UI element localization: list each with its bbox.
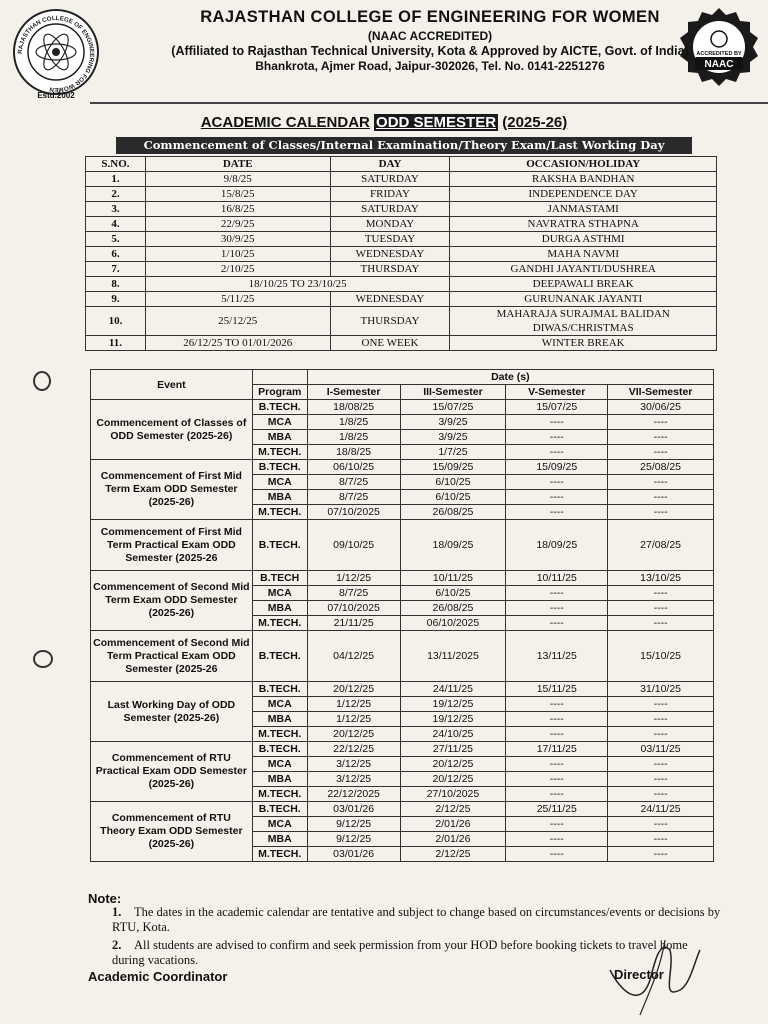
holiday-table (85, 156, 717, 351)
holiday-day: THURSDAY (330, 262, 450, 277)
college-logo (10, 8, 102, 100)
date-cell-s1: 3/12/25 (307, 757, 400, 772)
holiday-date: 30/9/25 (145, 232, 330, 247)
program-cell: B.TECH (252, 571, 307, 586)
date-cell-s7: ---- (608, 601, 714, 616)
event-cell: Commencement of Second Mid Term Practical Exam ODD Semester (2025-26 (91, 631, 253, 682)
exam-row (91, 802, 714, 817)
date-cell-s1: 03/01/26 (307, 847, 400, 862)
date-cell-s1: 20/12/25 (307, 682, 400, 697)
exam-row (91, 631, 714, 682)
event-cell: Commencement of Second Mid Term Exam ODD Semester (2025-26) (91, 571, 253, 631)
holiday-date: 5/11/25 (145, 292, 330, 307)
holiday-row (86, 172, 717, 187)
logo-ring-text: RAJASTHAN COLLEGE OF ENGINEERING FOR WOMEN (16, 14, 96, 94)
col-header-sem3: III-Semester (400, 385, 506, 400)
date-cell-s5: ---- (506, 601, 608, 616)
date-cell-s1: 22/12/2025 (307, 787, 400, 802)
event-cell: Commencement of First Mid Term Practical Exam ODD Semester (2025-26 (91, 520, 253, 571)
date-cell-s1: 1/8/25 (307, 430, 400, 445)
col-header-occasion: OCCASION/HOLIDAY (450, 157, 717, 172)
date-cell-s5: ---- (506, 712, 608, 727)
program-cell: B.TECH. (252, 631, 307, 682)
holiday-day: ONE WEEK (330, 336, 450, 351)
date-cell-s1: 8/7/25 (307, 475, 400, 490)
note-text: All students are advised to confirm and seek permission from your HOD before booking tickets to travel home during vacations. (112, 938, 688, 967)
program-cell: MBA (252, 490, 307, 505)
holiday-day: WEDNESDAY (330, 247, 450, 262)
holiday-sno: 11. (86, 336, 146, 351)
date-cell-s1: 1/12/25 (307, 697, 400, 712)
exam-row (91, 520, 714, 571)
date-cell-s7: 15/10/25 (608, 631, 714, 682)
program-cell: MBA (252, 772, 307, 787)
program-cell: B.TECH. (252, 802, 307, 817)
holiday-sno: 2. (86, 187, 146, 202)
holiday-occasion: DURGA ASTHMI (450, 232, 717, 247)
punch-hole (33, 371, 51, 391)
date-cell-s7: ---- (608, 586, 714, 601)
date-cell-s7: ---- (608, 817, 714, 832)
date-cell-s7: 27/08/25 (608, 520, 714, 571)
date-cell-s1: 20/12/25 (307, 727, 400, 742)
date-cell-s3: 2/12/25 (400, 802, 506, 817)
date-cell-s5: 15/07/25 (506, 400, 608, 415)
date-cell-s3: 1/7/25 (400, 445, 506, 460)
title-part-1: ACADEMIC CALENDAR (200, 114, 370, 131)
header-divider (90, 102, 768, 104)
date-cell-s7: ---- (608, 490, 714, 505)
event-cell: Commencement of RTU Theory Exam ODD Semester (2025-26) (91, 802, 253, 862)
program-cell: B.TECH. (252, 520, 307, 571)
holiday-day: THURSDAY (330, 307, 450, 336)
date-cell-s5: ---- (506, 757, 608, 772)
program-cell: MBA (252, 712, 307, 727)
program-cell: M.TECH. (252, 847, 307, 862)
date-cell-s7: ---- (608, 430, 714, 445)
date-cell-s1: 09/10/25 (307, 520, 400, 571)
date-cell-s3: 27/11/25 (400, 742, 506, 757)
date-cell-s3: 10/11/25 (400, 571, 506, 586)
date-cell-s3: 15/09/25 (400, 460, 506, 475)
date-cell-s7: ---- (608, 832, 714, 847)
holiday-row (86, 232, 717, 247)
date-cell-s1: 1/12/25 (307, 712, 400, 727)
holiday-occasion: MAHARAJA SURAJMAL BALIDAN DIWAS/CHRISTMAS (450, 307, 717, 336)
date-cell-s5: 25/11/25 (506, 802, 608, 817)
holiday-occasion: NAVRATRA STHAPNA (450, 217, 717, 232)
date-cell-s5: ---- (506, 847, 608, 862)
date-cell-s3: 3/9/25 (400, 430, 506, 445)
date-cell-s7: ---- (608, 616, 714, 631)
holiday-occasion: WINTER BREAK (450, 336, 717, 351)
affiliation-text: (Affiliated to Rajasthan Technical University, Kota & Approved by AICTE, Govt. of India) (171, 44, 689, 58)
col-header-date: DATE (145, 157, 330, 172)
program-cell: MCA (252, 757, 307, 772)
holiday-day: WEDNESDAY (330, 292, 450, 307)
holiday-sno: 3. (86, 202, 146, 217)
title-part-2: ODD SEMESTER (376, 114, 497, 131)
program-cell: MBA (252, 601, 307, 616)
holiday-date: 26/12/25 TO 01/01/2026 (145, 336, 330, 351)
holiday-date: 18/10/25 TO 23/10/25 (145, 277, 449, 292)
date-cell-s7: ---- (608, 772, 714, 787)
col-header-day: DAY (330, 157, 450, 172)
holiday-occasion: GURUNANAK JAYANTI (450, 292, 717, 307)
holiday-sno: 5. (86, 232, 146, 247)
holiday-occasion: RAKSHA BANDHAN (450, 172, 717, 187)
col-header-sno: S.NO. (86, 157, 146, 172)
date-cell-s1: 07/10/2025 (307, 601, 400, 616)
date-cell-s3: 26/08/25 (400, 505, 506, 520)
holiday-date: 25/12/25 (145, 307, 330, 336)
date-cell-s5: 13/11/25 (506, 631, 608, 682)
date-cell-s7: 25/08/25 (608, 460, 714, 475)
date-cell-s5: 18/09/25 (506, 520, 608, 571)
date-cell-s1: 1/12/25 (307, 571, 400, 586)
holiday-date: 1/10/25 (145, 247, 330, 262)
date-cell-s5: 17/11/25 (506, 742, 608, 757)
calendar-title (0, 114, 768, 131)
date-cell-s5: ---- (506, 727, 608, 742)
exam-row (91, 682, 714, 697)
program-cell: MCA (252, 586, 307, 601)
date-cell-s1: 21/11/25 (307, 616, 400, 631)
date-cell-s7: ---- (608, 712, 714, 727)
date-cell-s5: 10/11/25 (506, 571, 608, 586)
date-cell-s3: 13/11/2025 (400, 631, 506, 682)
date-cell-s3: 15/07/25 (400, 400, 506, 415)
date-cell-s1: 07/10/2025 (307, 505, 400, 520)
date-cell-s3: 6/10/25 (400, 475, 506, 490)
college-name: RAJASTHAN COLLEGE OF ENGINEERING FOR WOMEN (200, 8, 660, 26)
date-cell-s7: ---- (608, 697, 714, 712)
note-text: The dates in the academic calendar are tentative and subject to change based on circumstances/events or decisions by RTU, Kota. (112, 905, 721, 934)
note-number: 1. (112, 905, 122, 919)
holiday-day: MONDAY (330, 217, 450, 232)
holiday-occasion: INDEPENDENCE DAY (450, 187, 717, 202)
holiday-date: 9/8/25 (145, 172, 330, 187)
date-cell-s3: 26/08/25 (400, 601, 506, 616)
program-cell: B.TECH. (252, 460, 307, 475)
holiday-header-row (86, 157, 717, 172)
date-cell-s7: ---- (608, 727, 714, 742)
event-cell: Commencement of RTU Practical Exam ODD Semester (2025-26) (91, 742, 253, 802)
director-signature-scribble (600, 930, 710, 1020)
date-cell-s5: ---- (506, 475, 608, 490)
exam-row (91, 742, 714, 757)
date-cell-s3: 2/01/26 (400, 817, 506, 832)
date-cell-s3: 2/01/26 (400, 832, 506, 847)
date-cell-s5: ---- (506, 505, 608, 520)
program-cell: MCA (252, 817, 307, 832)
calendar-subtitle: Commencement of Classes/Internal Examination/Theory Exam/Last Working Day (116, 137, 692, 154)
date-cell-s7: 30/06/25 (608, 400, 714, 415)
holiday-row (86, 307, 717, 336)
holiday-occasion: GANDHI JAYANTI/DUSHREA (450, 262, 717, 277)
holiday-occasion: JANMASTAMI (450, 202, 717, 217)
date-cell-s5: ---- (506, 817, 608, 832)
date-cell-s7: ---- (608, 415, 714, 430)
holiday-row (86, 292, 717, 307)
col-header-program: Program (252, 385, 307, 400)
holiday-sno: 10. (86, 307, 146, 336)
estd-label: Estd.2002 (37, 91, 75, 100)
exam-header-row-1 (91, 370, 714, 385)
note-number: 2. (112, 938, 122, 952)
date-cell-s1: 9/12/25 (307, 832, 400, 847)
program-cell: B.TECH. (252, 400, 307, 415)
date-cell-s7: ---- (608, 475, 714, 490)
holiday-row (86, 262, 717, 277)
holiday-row (86, 277, 717, 292)
date-cell-s7: ---- (608, 505, 714, 520)
exam-row (91, 400, 714, 415)
holiday-sno: 9. (86, 292, 146, 307)
date-cell-s3: 24/10/25 (400, 727, 506, 742)
date-cell-s1: 18/08/25 (307, 400, 400, 415)
program-cell: MBA (252, 430, 307, 445)
date-cell-s1: 03/01/26 (307, 802, 400, 817)
date-cell-s3: 19/12/25 (400, 697, 506, 712)
holiday-sno: 8. (86, 277, 146, 292)
title-part-3: (2025-26) (502, 114, 568, 131)
date-cell-s1: 06/10/25 (307, 460, 400, 475)
date-cell-s5: ---- (506, 787, 608, 802)
date-cell-s5: 15/09/25 (506, 460, 608, 475)
date-cell-s3: 20/12/25 (400, 757, 506, 772)
date-cell-s1: 1/8/25 (307, 415, 400, 430)
holiday-date: 15/8/25 (145, 187, 330, 202)
date-cell-s7: 03/11/25 (608, 742, 714, 757)
program-cell: MCA (252, 415, 307, 430)
date-cell-s3: 3/9/25 (400, 415, 506, 430)
date-cell-s5: ---- (506, 772, 608, 787)
date-cell-s3: 06/10/2025 (400, 616, 506, 631)
date-cell-s7: 13/10/25 (608, 571, 714, 586)
date-cell-s1: 22/12/25 (307, 742, 400, 757)
date-cell-s5: ---- (506, 430, 608, 445)
date-cell-s1: 8/7/25 (307, 586, 400, 601)
program-cell: M.TECH. (252, 505, 307, 520)
event-cell: Commencement of Classes of ODD Semester (2025-26) (91, 400, 253, 460)
holiday-row (86, 247, 717, 262)
holiday-row (86, 187, 717, 202)
holiday-occasion: MAHA NAVMI (450, 247, 717, 262)
holiday-sno: 1. (86, 172, 146, 187)
col-header-event: Event (91, 370, 253, 400)
date-cell-s1: 3/12/25 (307, 772, 400, 787)
holiday-sno: 4. (86, 217, 146, 232)
date-cell-s1: 18/8/25 (307, 445, 400, 460)
date-cell-s3: 20/12/25 (400, 772, 506, 787)
date-cell-s5: 15/11/25 (506, 682, 608, 697)
date-cell-s5: ---- (506, 832, 608, 847)
holiday-occasion: DEEPAWALI BREAK (450, 277, 717, 292)
date-cell-s3: 6/10/25 (400, 490, 506, 505)
program-cell: M.TECH. (252, 616, 307, 631)
holiday-row (86, 202, 717, 217)
program-cell: MCA (252, 697, 307, 712)
date-cell-s1: 04/12/25 (307, 631, 400, 682)
director-signature: Director (614, 967, 664, 982)
program-cell: M.TECH. (252, 787, 307, 802)
accreditation-text: (NAAC ACCREDITED) (367, 29, 493, 43)
event-cell: Last Working Day of ODD Semester (2025-26) (91, 682, 253, 742)
holiday-sno: 7. (86, 262, 146, 277)
date-cell-s3: 18/09/25 (400, 520, 506, 571)
holiday-date: 2/10/25 (145, 262, 330, 277)
naac-badge-top-text: ACCREDITED BY (696, 51, 742, 57)
date-cell-s3: 2/12/25 (400, 847, 506, 862)
holiday-date: 22/9/25 (145, 217, 330, 232)
holiday-date: 16/8/25 (145, 202, 330, 217)
holiday-day: SATURDAY (330, 202, 450, 217)
date-cell-s1: 9/12/25 (307, 817, 400, 832)
exam-row (91, 460, 714, 475)
col-header-blank (252, 370, 307, 385)
date-cell-s7: 31/10/25 (608, 682, 714, 697)
col-header-sem1: I-Semester (307, 385, 400, 400)
program-cell: M.TECH. (252, 445, 307, 460)
event-cell: Commencement of First Mid Term Exam ODD Semester (2025-26) (91, 460, 253, 520)
punch-hole (33, 650, 53, 668)
col-header-sem7: VII-Semester (608, 385, 714, 400)
holiday-day: TUESDAY (330, 232, 450, 247)
date-cell-s7: ---- (608, 757, 714, 772)
date-cell-s1: 8/7/25 (307, 490, 400, 505)
date-cell-s3: 19/12/25 (400, 712, 506, 727)
date-cell-s5: ---- (506, 616, 608, 631)
date-cell-s5: ---- (506, 415, 608, 430)
address-text: Bhankrota, Ajmer Road, Jaipur-302026, Tel. No. 0141-2251276 (255, 59, 605, 73)
program-cell: B.TECH. (252, 742, 307, 757)
naac-badge-text: NAAC (704, 59, 734, 70)
academic-coordinator-signature: Academic Coordinator (88, 969, 228, 984)
holiday-day: SATURDAY (330, 172, 450, 187)
date-cell-s7: ---- (608, 787, 714, 802)
holiday-row (86, 217, 717, 232)
date-cell-s7: ---- (608, 445, 714, 460)
holiday-day: FRIDAY (330, 187, 450, 202)
date-cell-s5: ---- (506, 697, 608, 712)
col-header-dates: Date (s) (307, 370, 713, 385)
date-cell-s7: 24/11/25 (608, 802, 714, 817)
note-heading: Note: (88, 891, 122, 906)
date-cell-s5: ---- (506, 490, 608, 505)
exam-row (91, 571, 714, 586)
exam-schedule-table (90, 369, 714, 862)
date-cell-s3: 24/11/25 (400, 682, 506, 697)
holiday-row (86, 336, 717, 351)
date-cell-s3: 6/10/25 (400, 586, 506, 601)
col-header-sem5: V-Semester (506, 385, 608, 400)
date-cell-s3: 27/10/2025 (400, 787, 506, 802)
program-cell: MBA (252, 832, 307, 847)
program-cell: B.TECH. (252, 682, 307, 697)
program-cell: M.TECH. (252, 727, 307, 742)
program-cell: MCA (252, 475, 307, 490)
holiday-sno: 6. (86, 247, 146, 262)
date-cell-s5: ---- (506, 586, 608, 601)
date-cell-s5: ---- (506, 445, 608, 460)
date-cell-s7: ---- (608, 847, 714, 862)
